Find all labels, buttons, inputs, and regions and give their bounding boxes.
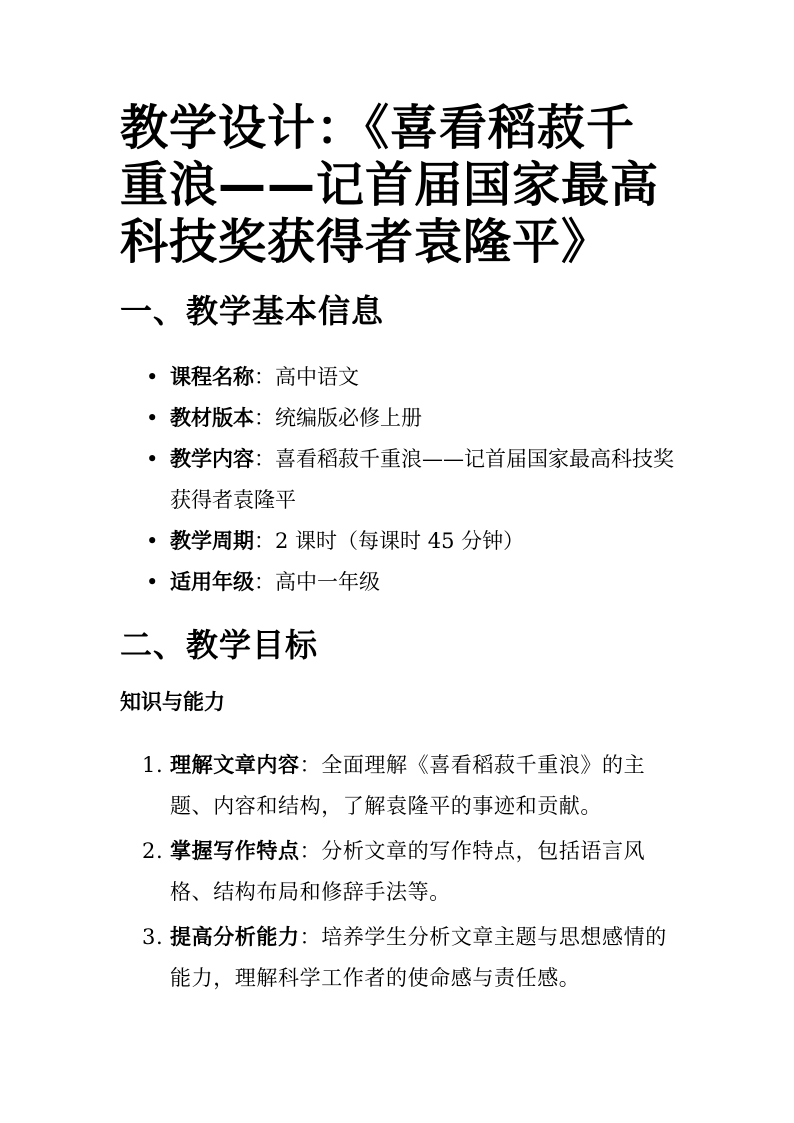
bullet-icon: • bbox=[146, 570, 159, 594]
item-number: 3. bbox=[142, 925, 164, 949]
item-value: 统编版必修上册 bbox=[275, 406, 422, 430]
item-label: 掌握写作特点 bbox=[170, 839, 300, 863]
list-item bbox=[146, 521, 680, 562]
item-separator: ： bbox=[254, 529, 275, 553]
item-separator: ： bbox=[254, 570, 275, 594]
section-heading-basic-info: 一、教学基本信息 bbox=[120, 292, 385, 330]
item-separator: ： bbox=[254, 406, 275, 430]
item-separator: ： bbox=[299, 925, 322, 949]
document-page bbox=[120, 100, 680, 1003]
item-value: 全面理解《喜看稻菽千重浪》的主题、内容和结构，了解袁隆平的事迹和贡献。 bbox=[170, 753, 646, 818]
item-value: 高中一年级 bbox=[275, 570, 380, 594]
bullet-icon: • bbox=[146, 529, 159, 553]
list-item bbox=[146, 562, 680, 603]
item-label: 教材版本 bbox=[170, 406, 254, 430]
item-separator: ： bbox=[254, 447, 275, 471]
item-separator: ： bbox=[254, 365, 275, 389]
bullet-icon: • bbox=[146, 365, 159, 389]
item-value: 分析文章的写作特点，包括语言风格、结构布局和修辞手法等。 bbox=[170, 839, 646, 904]
bullet-icon: • bbox=[146, 447, 159, 471]
list-item bbox=[146, 357, 680, 398]
goal-list bbox=[120, 745, 680, 999]
list-item bbox=[146, 439, 680, 521]
list-item bbox=[146, 398, 680, 439]
item-label: 提高分析能力 bbox=[170, 925, 300, 949]
bullet-icon: • bbox=[146, 406, 159, 430]
item-label: 理解文章内容 bbox=[170, 753, 300, 777]
subsection-heading-knowledge-ability: 知识与能力 bbox=[120, 690, 225, 714]
list-item bbox=[142, 917, 680, 999]
item-label: 教学内容 bbox=[170, 447, 254, 471]
item-label: 课程名称 bbox=[170, 365, 254, 389]
list-item bbox=[142, 831, 680, 913]
item-number: 2. bbox=[142, 839, 164, 863]
basic-info-list bbox=[120, 357, 680, 603]
item-value: 培养学生分析文章主题与思想感情的能力，理解科学工作者的使命感与责任感。 bbox=[170, 925, 667, 990]
list-item bbox=[142, 745, 680, 827]
item-separator: ： bbox=[299, 839, 322, 863]
section-heading-teaching-goals: 二、教学目标 bbox=[120, 626, 319, 664]
item-value: 高中语文 bbox=[275, 365, 359, 389]
item-label: 适用年级 bbox=[170, 570, 254, 594]
item-separator: ： bbox=[299, 753, 322, 777]
item-label: 教学周期 bbox=[170, 529, 254, 553]
item-value: 2 课时（每课时 45 分钟） bbox=[275, 529, 525, 553]
item-number: 1. bbox=[142, 753, 164, 777]
document-title: 教学设计：《喜看稻菽千重浪——记首届国家最高科技奖获得者袁隆平》 bbox=[120, 100, 660, 270]
item-value: 喜看稻菽千重浪——记首届国家最高科技奖获得者袁隆平 bbox=[170, 447, 674, 512]
